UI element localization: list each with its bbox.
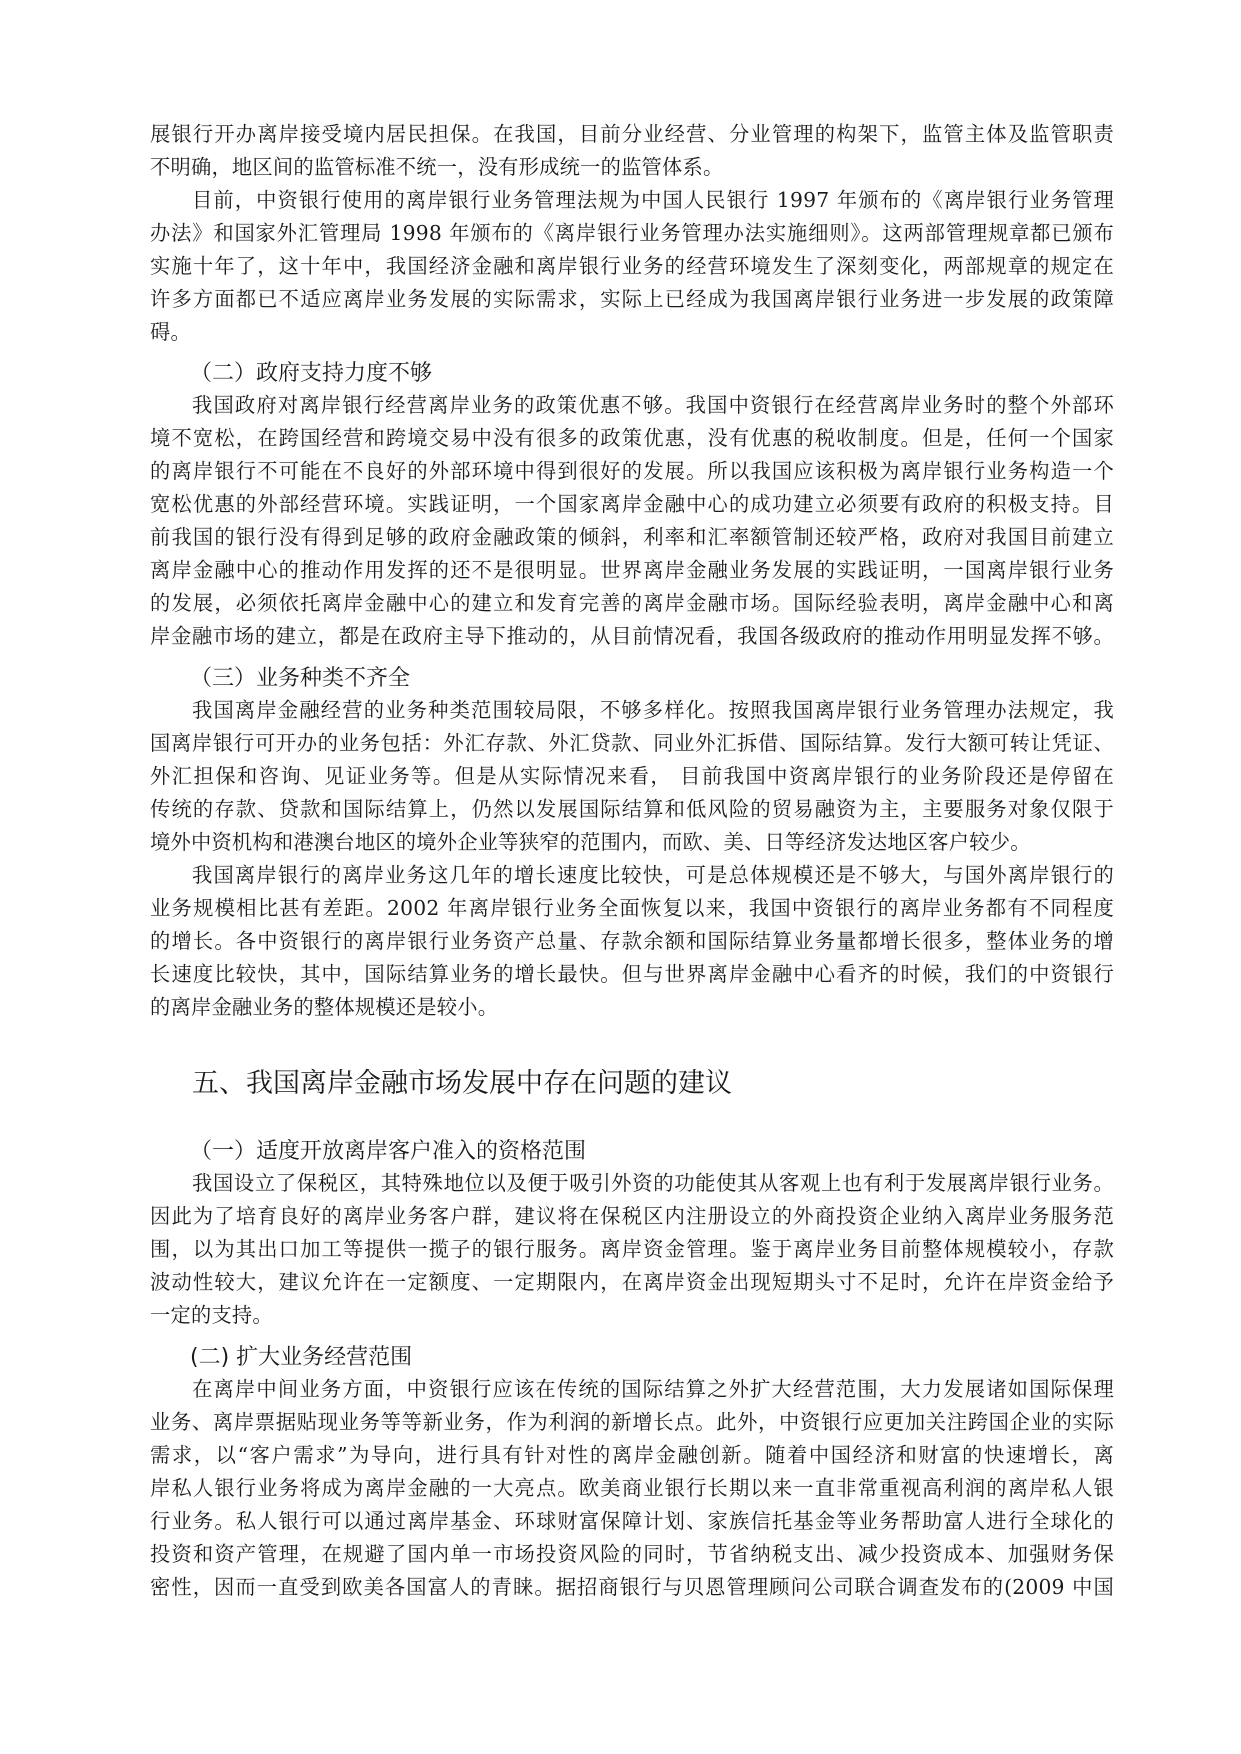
text-line: 传统的存款、贷款和国际结算上，仍然以发展国际结算和低风险的贸易融资为主，主要服务对象仅限于 [150, 797, 1114, 821]
section-heading-five: 五、我国离岸金融市场发展中存在问题的建议 [192, 1068, 732, 1099]
subheading-government-support: （二）政府支持力度不够 [190, 361, 433, 386]
paragraph-client-access [150, 1167, 1114, 1332]
text-line: 长速度比较快，其中，国际结算业务的增长最快。但与世界离岸金融中心看齐的时候，我们的中资银行 [150, 962, 1114, 986]
text-line: 我国离岸金融经营的业务种类范围较局限，不够多样化。按照我国离岸银行业务管理办法规定，我 [192, 698, 1114, 722]
text-line: 一定的支持。 [150, 1303, 273, 1327]
text-line: 岸金融市场的建立，都是在政府主导下推动的，从目前情况看，我国各级政府的推动作用明显发挥不够。 [150, 624, 1114, 648]
text-line: 前我国的银行没有得到足够的政府金融政策的倾斜，利率和汇率额管制还较严格，政府对我国目前建立 [150, 525, 1114, 549]
text-line: 波动性较大，建议允许在一定额度、一定期限内，在离岸资金出现短期头寸不足时，允许在岸资金给予 [150, 1270, 1114, 1294]
text-line: 实施十年了，这十年中，我国经济金融和离岸银行业务的经营环境发生了深刻变化，两部规章的规定在 [150, 254, 1114, 278]
text-line: 因此为了培育良好的离岸业务客户群，建议将在保税区内注册设立的外商投资企业纳入离岸业务服务范 [150, 1204, 1114, 1228]
subheading-client-access: （一）适度开放离岸客户准入的资格范围 [190, 1139, 587, 1164]
text-line: 许多方面都已不适应离岸业务发展的实际需求，实际上已经成为我国离岸银行业务进一步发展的政策障 [150, 287, 1114, 311]
text-line: 的发展，必须依托离岸金融中心的建立和发育完善的离岸金融市场。国际经验表明，离岸金融中心和离 [150, 591, 1114, 615]
text-line: 境外中资机构和港澳台地区的境外企业等狭窄的范围内，而欧、美、日等经济发达地区客户较少。 [150, 830, 1031, 854]
text-line: 外汇担保和咨询、见证业务等。但是从实际情况来看， 目前我国中资离岸银行的业务阶段还是停留在 [150, 764, 1114, 788]
text-line: 我国离岸银行的离岸业务这几年的增长速度比较快，可是总体规模还是不够大，与国外离岸银行的 [192, 863, 1114, 887]
text-line: 不明确，地区间的监管标准不统一，没有形成统一的监管体系。 [150, 155, 724, 179]
text-line: 我国政府对离岸银行经营离岸业务的政策优惠不够。我国中资银行在经营离岸业务时的整个外部环 [192, 393, 1114, 417]
text-line: 需求，以“客户需求”为导向，进行具有针对性的离岸金融创新。随着中国经济和财富的快速增长，离 [150, 1443, 1114, 1467]
paragraph-growth [150, 859, 1114, 1024]
text-line: 的离岸银行不可能在不良好的外部环境中得到很好的发展。所以我国应该积极为离岸银行业务构造一个 [150, 459, 1114, 483]
text-line: 围，以为其出口加工等提供一揽子的银行服务。离岸资金管理。鉴于离岸业务目前整体规模较小，存款 [150, 1237, 1114, 1261]
paragraph-expand-business [150, 1373, 1114, 1604]
text-line: 岸私人银行业务将成为离岸金融的一大亮点。欧美商业银行长期以来一直非常重视高利润的离岸私人银 [150, 1476, 1114, 1500]
text-line: 目前，中资银行使用的离岸银行业务管理法规为中国人民银行 1997 年颁布的《离岸银行业务管理 [192, 188, 1114, 212]
text-line: 行业务。私人银行可以通过离岸基金、环球财富保障计划、家族信托基金等业务帮助富人进行全球化的 [150, 1509, 1114, 1533]
text-line: 碍。 [150, 320, 191, 344]
text-line: 展银行开办离岸接受境内居民担保。在我国，目前分业经营、分业管理的构架下，监管主体及监管职责 [150, 122, 1114, 146]
text-line: 的增长。各中资银行的离岸银行业务资产总量、存款余额和国际结算业务量都增长很多，整体业务的增 [150, 929, 1114, 953]
subheading-business-types: （三）业务种类不齐全 [190, 666, 411, 691]
text-line: 投资和资产管理，在规避了国内单一市场投资风险的同时，节省纳税支出、减少投资成本、加强财务保 [150, 1542, 1114, 1566]
paragraph-government-support [150, 389, 1114, 653]
paragraph-continuation [150, 118, 1114, 184]
text-line: 宽松优惠的外部经营环境。实践证明，一个国家离岸金融中心的成功建立必须要有政府的积极支持。目 [150, 492, 1114, 516]
text-line: 离岸金融中心的推动作用发挥的还不是很明显。世界离岸金融业务发展的实践证明，一国离岸银行业务 [150, 558, 1114, 582]
text-line: 在离岸中间业务方面，中资银行应该在传统的国际结算之外扩大经营范围，大力发展诸如国际保理 [192, 1377, 1114, 1401]
text-line: 业务规模相比甚有差距。2002 年离岸银行业务全面恢复以来，我国中资银行的离岸业务都有不同程度 [150, 896, 1114, 920]
text-line: 境不宽松，在跨国经营和跨境交易中没有很多的政策优惠，没有优惠的税收制度。但是，任何一个国家 [150, 426, 1114, 450]
paragraph-business-types [150, 694, 1114, 859]
subheading-expand-business: (二) 扩大业务经营范围 [190, 1345, 413, 1370]
text-line: 我国设立了保税区，其特殊地位以及便于吸引外资的功能使其从客观上也有利于发展离岸银行业务。 [192, 1171, 1114, 1195]
paragraph-regulations [150, 184, 1114, 349]
text-line: 业务、离岸票据贴现业务等等新业务，作为利润的新增长点。此外，中资银行应更加关注跨国企业的实际 [150, 1410, 1114, 1434]
text-line: 的离岸金融业务的整体规模还是较小。 [150, 995, 499, 1019]
text-line: 办法》和国家外汇管理局 1998 年颁布的《离岸银行业务管理办法实施细则》。这两部管理规章都已颁布 [150, 221, 1114, 245]
text-line: 国离岸银行可开办的业务包括：外汇存款、外汇贷款、同业外汇拆借、国际结算。发行大额可转让凭证、 [150, 731, 1114, 755]
text-line: 密性，因而一直受到欧美各国富人的青睐。据招商银行与贝恩管理顾问公司联合调查发布的(2009 中国 [150, 1575, 1114, 1599]
